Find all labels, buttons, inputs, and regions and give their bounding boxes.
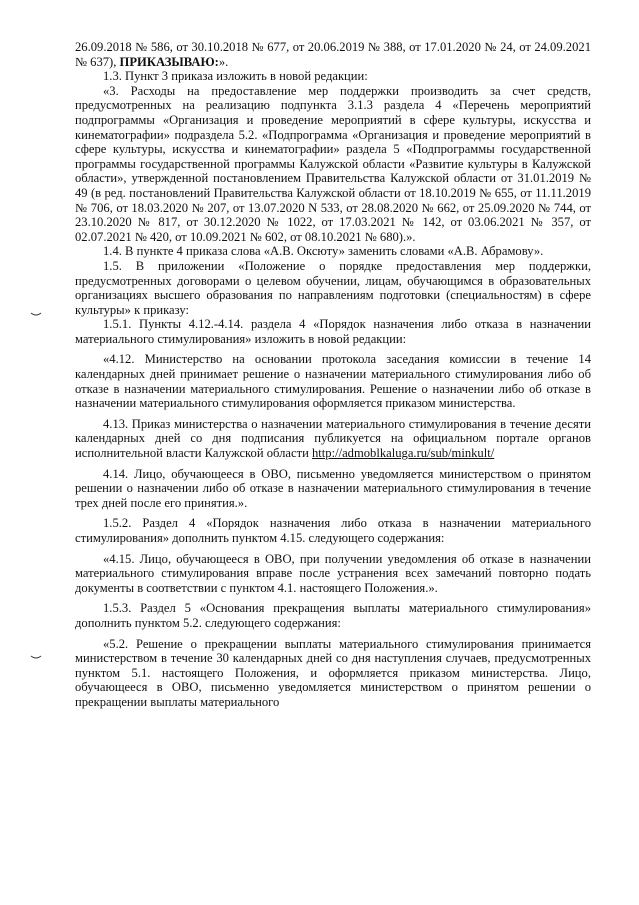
paragraph-4-13 — [75, 417, 591, 461]
paragraph-continuation — [75, 40, 591, 69]
paragraph-text: «3. Расходы на предоставление мер поддержки производить за счет средств, предусмотренных на реализацию подпункта 3.1.3 раздела 4 «Перечень мероприятий подпрограммы «Организация и проведение мероприятий в сфере культуры, искусства и кинематографии» подраздела 5.2. «Подпрограмма «Организация и проведение мероприятий в сфере культуры, искусства и кинематографии» раздела 5 «Подпрограммы государственной программы государственной программы Калужской области «Развитие культуры в Калужской области», утвержденной постановлением Правительства Калужской области от 31.01.2019 № 49 (в ред. постановлений Правительства Калужской области от 18.10.2019 № 655, от 11.11.2019 № 706, от 18.03.2020 № 207, от 13.07.2020 N 533, от 28.08.2020 № 662, от 25.09.2020 № 744, от 23.10.2020 № 817, от 30.12.2020 № 1022, от 17.03.2021 № 142, от 03.06.2021 № 357, от 02.07.2021 № 420, от 10.09.2021 № 602, от 08.10.2021 № 680).». — [75, 83, 591, 244]
paragraph-text: 1.4. В пункте 4 приказа слова «А.В. Оксюту» заменить словами «А.В. Абрамову». — [103, 244, 544, 259]
paragraph-1-5-3 — [75, 601, 591, 630]
paragraph-text: «4.12. Министерство на основании протокола заседания комиссии в течение 14 календарных дней принимает решение о назначении материального стимулирования либо об отказе в назначении материального стимулирования. Решение о назначении либо об отказе в назначении материального стимулирования оформляется приказом министерства. — [75, 352, 591, 411]
paragraph-text: 26.09.2018 № 586, от 30.10.2018 № 677, от 20.06.2019 № 388, от 17.01.2020 № 24, от 24.09.2021 № 637), — [75, 40, 591, 69]
order-keyword: ПРИКАЗЫВАЮ: — [119, 54, 219, 69]
paragraph-5-2 — [75, 637, 591, 710]
paragraph-text: 4.14. Лицо, обучающееся в ОВО, письменно уведомляется министерством о принятом решении о назначении либо об отказе в назначении материального стимулирования в течение трех дней после его принятия.». — [75, 466, 591, 510]
margin-binding-mark — [30, 312, 42, 318]
document-page — [75, 40, 591, 710]
paragraph-1-5 — [75, 259, 591, 317]
paragraph-4-14 — [75, 467, 591, 511]
margin-binding-mark — [30, 655, 42, 661]
paragraph-text: 1.5.1. Пункты 4.12.-4.14. раздела 4 «Порядок назначения либо отказа в назначении материального стимулирования» изложить в новой редакции: — [75, 317, 591, 346]
paragraph-1-5-2 — [75, 516, 591, 545]
paragraph-text: «4.15. Лицо, обучающееся в ОВО, при получении уведомления об отказе в назначении материального стимулирования вправе после устранения всех замечаний повторно подать документы в соответствии с пунктом 4.1. настоящего Положения.». — [75, 551, 591, 595]
paragraph-text: 1.5.3. Раздел 5 «Основания прекращения выплаты материального стимулирования» дополнить пунктом 5.2. следующего содержания: — [75, 601, 591, 630]
paragraph-text: 1.3. Пункт 3 приказа изложить в новой редакции: — [103, 69, 368, 84]
paragraph-1-3 — [75, 69, 591, 84]
paragraph-4-12 — [75, 352, 591, 410]
portal-link[interactable]: http://admoblkaluga.ru/sub/minkult/ — [311, 446, 495, 461]
paragraph-suffix: ». — [218, 54, 229, 69]
paragraph-text: 1.5.2. Раздел 4 «Порядок назначения либо отказа в назначении материального стимулирования» дополнить пунктом 4.15. следующего содержания: — [75, 516, 591, 545]
paragraph-1-4 — [75, 244, 591, 259]
paragraph-item-3 — [75, 84, 591, 245]
paragraph-text: 4.13. Приказ министерства о назначении материального стимулирования в течение десяти календарных дней со дня подписания публикуется на официальном портале органов исполнительной власти Калужской области — [75, 416, 591, 461]
paragraph-text: 1.5. В приложении «Положение о порядке предоставления мер поддержки, предусмотренных договорами о целевом обучении, лицам, обучающимся в образовательных организациях высшего образования по направлениям подготовки (специальностям) в сфере культуры» к приказу: — [75, 258, 591, 317]
paragraph-text: «5.2. Решение о прекращении выплаты материального стимулирования принимается министерством в течение 30 календарных дней со дня наступления случаев, предусмотренных пунктом 5.1. настоящего Положения, и оформляется приказом министерства. Лицо, обучающееся в ОВО, письменно уведомляется министерством о принятом решении о прекращении выплаты материального — [75, 636, 591, 709]
paragraph-1-5-1 — [75, 317, 591, 346]
paragraph-4-15 — [75, 552, 591, 596]
